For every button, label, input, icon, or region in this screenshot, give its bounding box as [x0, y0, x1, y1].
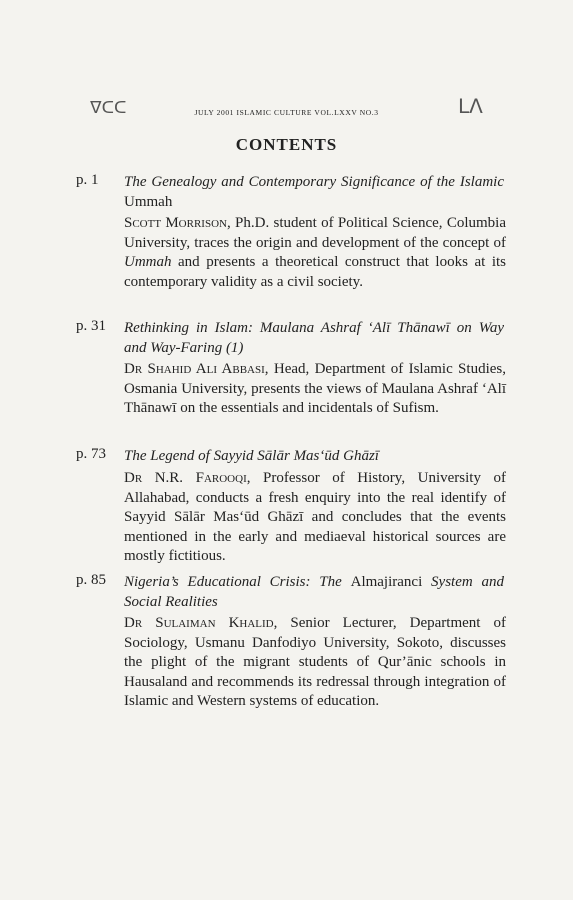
article-title — [124, 172, 504, 212]
author-name: Dr N.R. Farooqi — [124, 470, 247, 486]
article-title-text: Nigeria’s Educational Crisis: The — [124, 574, 351, 590]
article-title: The Legend of Sayyid Sālār Mas‘ūd Ghāzī — [124, 448, 379, 464]
running-head: JULY 2001 ISLAMIC CULTURE VOL.LXXV NO.3 — [194, 108, 379, 117]
page-number: p. 31 — [76, 318, 106, 334]
summary-text: , Head, Department of Islamic Studies, Osmania University, presents the views of Maulana Ashraf ‘Alī Thānawī on the essentials and incidentals of Sufism. — [124, 361, 506, 416]
article-title-text: The Genealogy and Contemporary Significance of the Islamic — [124, 174, 504, 190]
article-title-text-2: System and Social Realities — [124, 574, 505, 610]
article-summary — [124, 614, 506, 712]
article-summary — [124, 469, 506, 567]
summary-text: , Professor of History, University of Allahabad, conducts a fresh enquiry into the real identify of Sayyid Sālār Mas‘ūd Ghāzī and concludes that the events mentioned in the early and mediaeval historical sources are mostly fictitious. — [124, 470, 506, 564]
author-name: Dr Sulaiman Khalid — [124, 615, 274, 631]
handwritten-mark-right: ᒪᐱ — [458, 94, 483, 118]
summary-text: , Ph.D. student of Political Science, Columbia University, traces the origin and development of the concept of — [124, 215, 506, 251]
article-title-upright: Ummah — [124, 194, 173, 210]
article-title-upright: Almajiranci — [350, 574, 423, 590]
article-summary — [124, 214, 506, 292]
article-title: Rethinking in Islam: Maulana Ashraf ‘Alī Thānawī on Way and Way-Faring (1) — [124, 320, 504, 356]
page-title: CONTENTS — [235, 135, 338, 154]
summary-emphasis: Ummah — [124, 254, 172, 270]
page-number: p. 85 — [76, 572, 106, 588]
summary-text: , Senior Lecturer, Department of Sociology, Usmanu Danfodiyo University, Sokoto, discusses the plight of the migrant students of Qur’ānic schools in Hausaland and recommends its redressal through integration of Islamic and Western systems of education. — [124, 615, 507, 709]
article-title — [124, 572, 504, 612]
page-number: p. 73 — [76, 446, 106, 462]
handwritten-mark-left: ᐁᑕᑕ — [90, 98, 127, 118]
author-name: Dr Shahid Ali Abbasi — [124, 361, 265, 377]
author-name: Scott Morrison — [124, 215, 227, 231]
page-number: p. 1 — [76, 172, 99, 188]
article-summary — [124, 360, 506, 419]
summary-text-2: and presents a theoretical construct that looks at its contemporary validity as a civil society. — [124, 254, 506, 290]
